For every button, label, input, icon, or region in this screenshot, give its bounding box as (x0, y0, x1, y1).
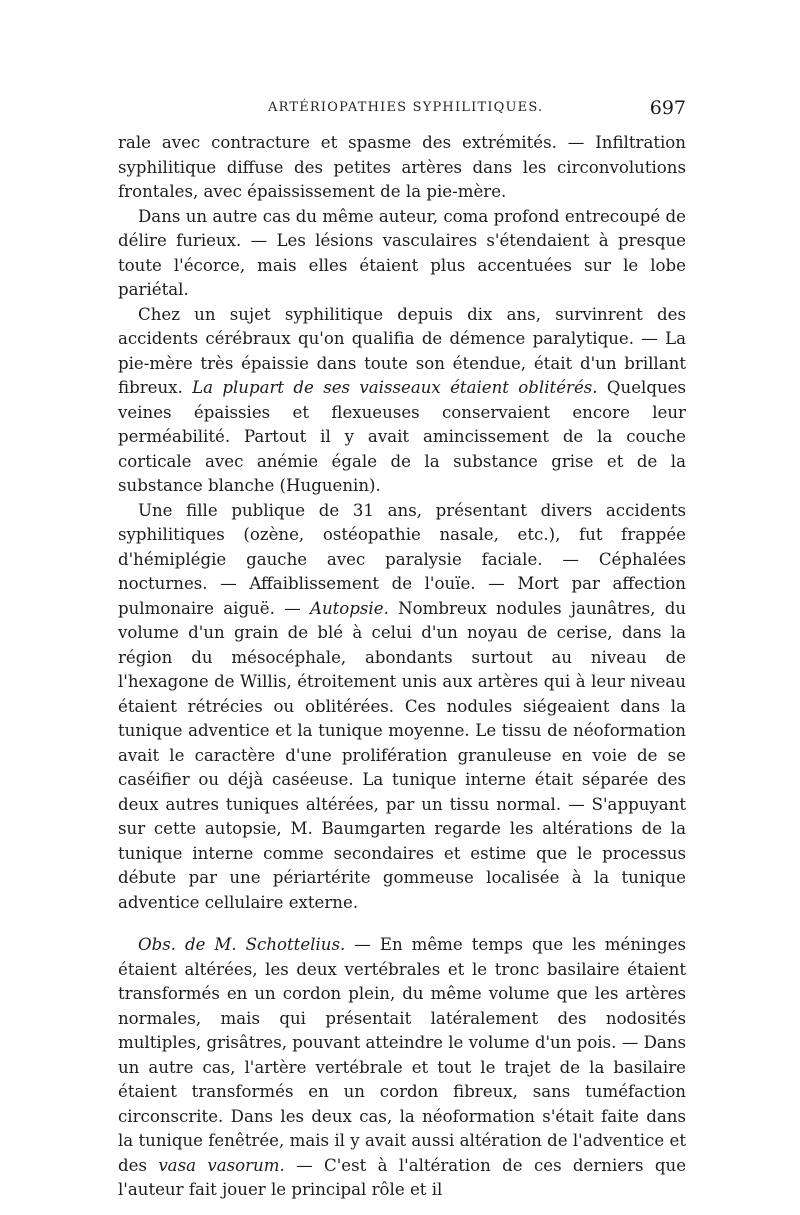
paragraph-huguenin (118, 303, 686, 499)
paragraph-continuation (118, 131, 686, 205)
body-text (118, 131, 686, 1203)
paragraph-text: rale avec contracture et spasme des extrémités. — Infiltration syphilitique diffuse des petites artères dans les circonvolutions frontales, avec épaississement de la pie-mère. (118, 133, 686, 201)
italic-autopsie: Autopsie. (309, 598, 389, 618)
paragraph-text: Chez un sujet syphilitique depuis dix ans, survinrent des accidents cérébraux qu'on qualifia de démence paralytique. — La pie-mère très épaissie dans toute son étendue, était d'un brillant fibreux. (118, 304, 686, 397)
page-number: 697 (649, 97, 686, 119)
paragraph-text: — En même temps que les méninges étaient altérées, les deux vertébrales et le tronc basilaire étaient transformés en un cordon plein, du même volume que les artères normales, mais qui présentait latéralement des nodosités multiples, grisâtres, pouvant atteindre le volume d'un pois. — Dans un autre cas, l'artère vertébrale et tout le trajet de la basilaire étaient transformés en un cordon fibreux, sans tuméfaction circonscrite. Dans les deux cas, la néoformation s'était faite dans la tunique fenêtrée, mais il y avait aussi altération de l'adventice et des (118, 935, 686, 1175)
page-header (118, 97, 686, 124)
italic-observation-title: Obs. de M. Schottelius. (138, 935, 346, 954)
paragraph-second-case (118, 205, 686, 303)
italic-phrase: La plupart de ses vaisseaux étaient oblitérés. (192, 378, 598, 397)
paragraph-text: Quelques veines épaissies et flexueuses conservaient encore leur perméabilité. Partout il y avait amincissement de la couche corticale avec anémie égale de la substance grise et de la substance blanche (Huguenin). (118, 378, 686, 495)
italic-vasa-vasorum: vasa vasorum. (158, 1155, 285, 1175)
section-gap (118, 915, 686, 933)
paragraph-text: Dans un autre cas du même auteur, coma profond entrecoupé de délire furieux. — Les lésions vasculaires s'étendaient à presque toute l'écorce, mais elles étaient plus accentuées sur le lobe pariétal. (118, 206, 686, 299)
running-title: ARTÉRIOPATHIES SYPHILITIQUES. (268, 100, 544, 115)
paragraph-text: Une fille publique de 31 ans, présentant divers accidents syphilitiques (ozène, ostéopathie nasale, etc.), fut frappée d'hémiplégie gauche avec paralysie faciale. — Céphalées nocturnes. — Affaiblissement de l'ouïe. — Mort par affection pulmonaire aiguë. — (118, 500, 686, 618)
paragraph-schottelius (118, 933, 686, 1203)
paragraph-text: — C'est à l'altération de ces derniers que l'auteur fait jouer le principal rôle et il (118, 1155, 687, 1199)
paragraph-baumgarten (118, 499, 686, 916)
paragraph-text: Nombreux nodules jaunâtres, du volume d'un grain de blé à celui d'un noyau de cerise, dans la région du mésocéphale, abondants surtout au niveau de l'hexagone de Willis, étroitement unis aux artères qui à leur niveau étaient rétrécies ou oblitérées. Ces nodules siégeaient dans la tunique adventice et la tunique moyenne. Le tissu de néoformation avait le caractère d'une prolifération granuleuse en voie de se caséifier ou déjà caséeuse. La tunique interne était séparée des deux autres tuniques altérées, par un tissu normal. — S'appuyant sur cette autopsie, M. Baumgarten regarde les altérations de la tunique interne comme secondaires et estime que le processus débute par une périartérite gommeuse localisée à la tunique adventice cellulaire externe. (118, 598, 686, 912)
